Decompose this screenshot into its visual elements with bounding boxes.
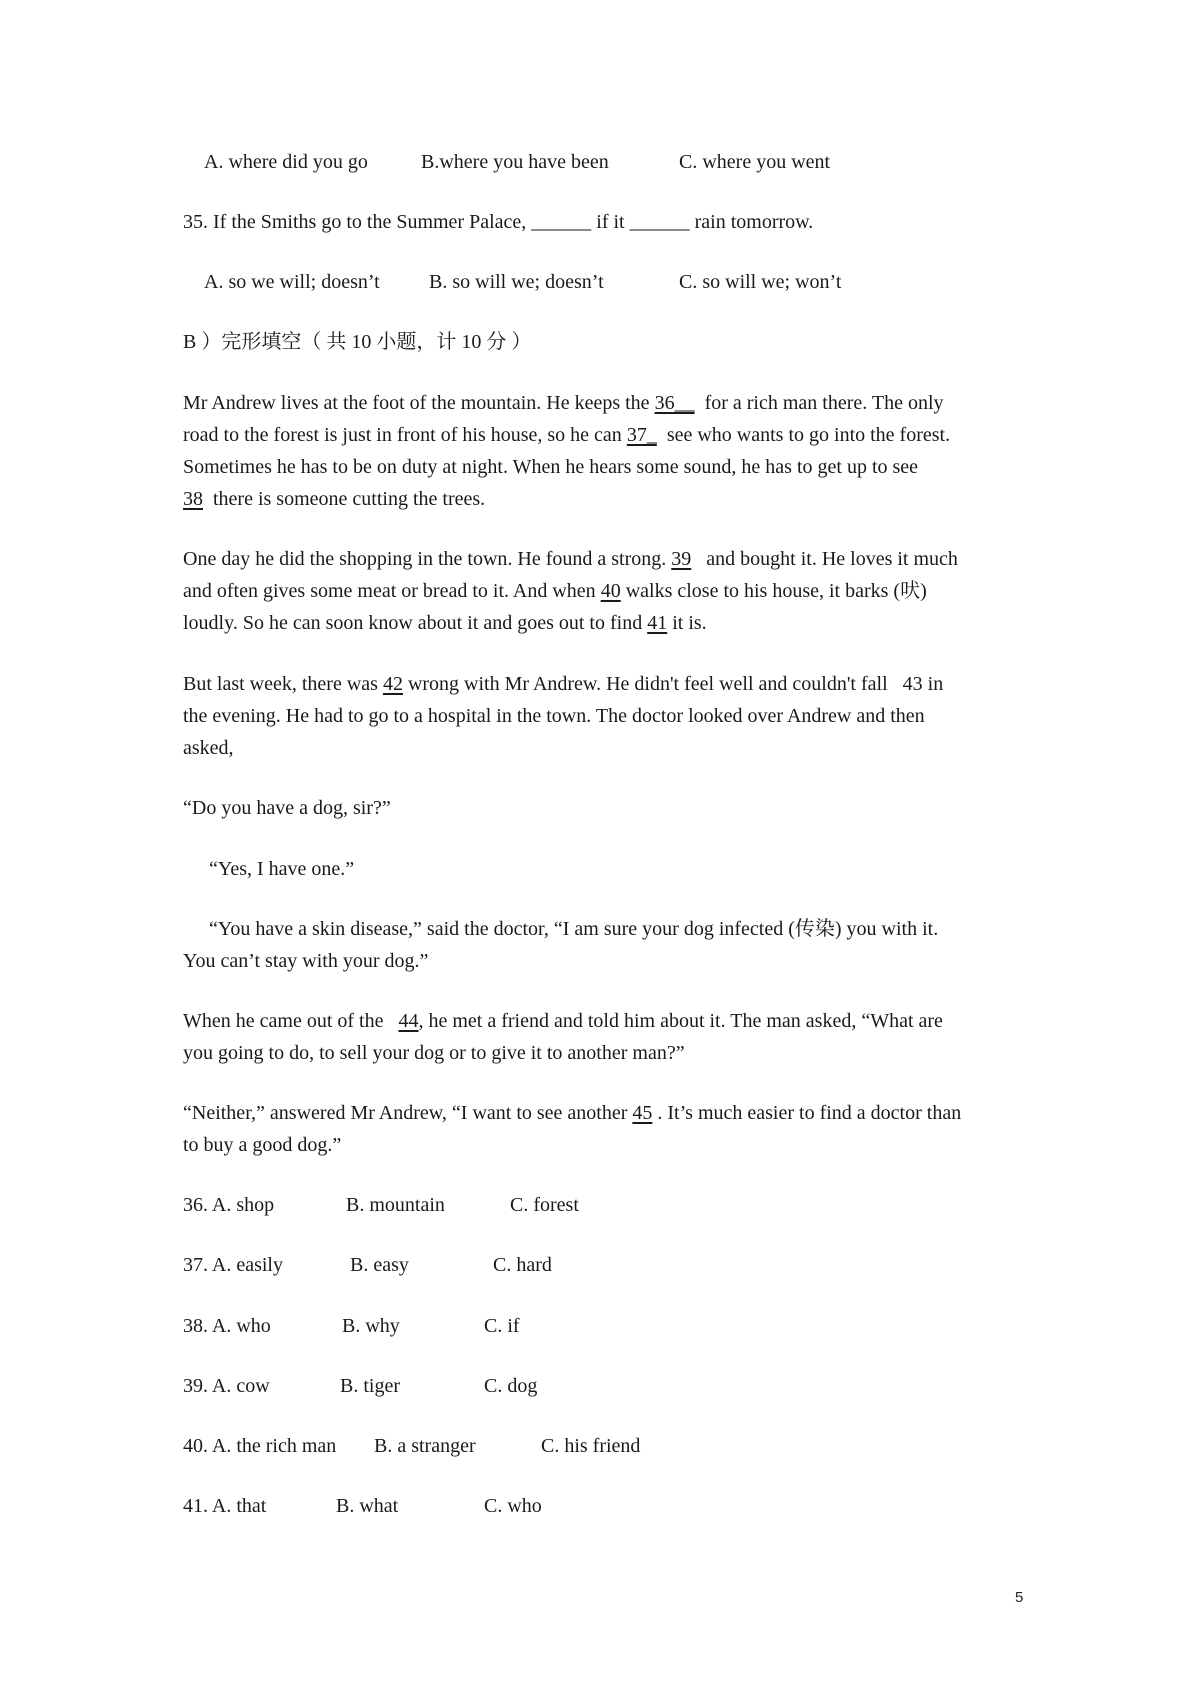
blank-36: 36__ xyxy=(654,392,695,414)
blank-37: 37_ xyxy=(626,424,657,446)
dialogue-line-1: “Do you have a dog, sir?” xyxy=(183,797,391,819)
blank-45: 45 xyxy=(632,1102,653,1124)
q38-option-c: C. if xyxy=(484,1315,520,1337)
passage-p1-line1: Mr Andrew lives at the foot of the mountain. He keeps the 36__ for a rich man there. The only xyxy=(183,392,944,414)
q36-option-c: C. forest xyxy=(510,1194,579,1216)
passage-p5-line2: to buy a good dog.” xyxy=(183,1134,342,1156)
passage-p1-line2: road to the forest is just in front of his house, so he can 37_ see who wants to go into the forest. xyxy=(183,424,951,446)
q39-option-b: B. tiger xyxy=(340,1375,400,1397)
q37-option-a: 37. A. easily xyxy=(183,1254,283,1276)
blank-42: 42 xyxy=(382,673,403,695)
blank-41: 41 xyxy=(647,612,668,634)
blank-38: 38 xyxy=(183,488,203,510)
passage-p3-line3: asked, xyxy=(183,737,234,759)
q41-option-a: 41. A. that xyxy=(183,1495,267,1517)
q40-option-b: B. a stranger xyxy=(374,1435,476,1457)
q38-option-b: B. why xyxy=(342,1315,400,1337)
passage-p3-line1: But last week, there was 42 wrong with Mr Andrew. He didn't feel well and couldn't fall 43 in xyxy=(183,673,944,695)
blank-40: 40 xyxy=(600,580,621,602)
section-b-title: B ）完形填空（ 共 10 小题，计 10 分 ） xyxy=(183,331,532,353)
q40-option-c: C. his friend xyxy=(541,1435,641,1457)
q41-option-b: B. what xyxy=(336,1495,399,1517)
q34-option-b: B.where you have been xyxy=(421,151,609,173)
passage-p2-line1: One day he did the shopping in the town. He found a strong. 39 and bought it. He loves it much xyxy=(183,548,958,570)
page-number: 5 xyxy=(1015,1589,1024,1606)
q39-option-c: C. dog xyxy=(484,1375,538,1397)
blank-44: 44 xyxy=(398,1010,419,1032)
q37-option-c: C. hard xyxy=(493,1254,552,1276)
q38-option-a: 38. A. who xyxy=(183,1315,271,1337)
q36-option-a: 36. A. shop xyxy=(183,1194,275,1216)
q35-option-c: C. so will we; won’t xyxy=(679,271,842,293)
q35-option-a: A. so we will; doesn’t xyxy=(204,271,380,293)
passage-p2-line2: and often gives some meat or bread to it. And when 40 walks close to his house, it barks (吠) xyxy=(183,580,927,602)
dialogue-line-3b: You can’t stay with your dog.” xyxy=(183,950,429,972)
passage-p1-line4: 38 there is someone cutting the trees. xyxy=(183,488,486,510)
passage-p3-line2: the evening. He had to go to a hospital in the town. The doctor looked over Andrew and then xyxy=(183,705,925,727)
passage-p4-line2: you going to do, to sell your dog or to give it to another man?” xyxy=(183,1042,685,1064)
passage-p5-line1: “Neither,” answered Mr Andrew, “I want to see another 45 . It’s much easier to find a doctor than xyxy=(183,1102,962,1124)
q34-option-c: C. where you went xyxy=(679,151,831,173)
q39-option-a: 39. A. cow xyxy=(183,1375,270,1397)
q37-option-b: B. easy xyxy=(350,1254,409,1276)
dialogue-line-2: “Yes, I have one.” xyxy=(209,858,355,880)
blank-39: 39 xyxy=(671,548,692,570)
passage-p2-line3: loudly. So he can soon know about it and goes out to find 41 it is. xyxy=(183,612,707,634)
q35-stem: 35. If the Smiths go to the Summer Palace, ______ if it ______ rain tomorrow. xyxy=(183,211,814,233)
q41-option-c: C. who xyxy=(484,1495,542,1517)
q40-option-a: 40. A. the rich man xyxy=(183,1435,337,1457)
q36-option-b: B. mountain xyxy=(346,1194,445,1216)
q34-option-a: A. where did you go xyxy=(204,151,368,173)
q35-option-b: B. so will we; doesn’t xyxy=(429,271,604,293)
dialogue-line-3a: “You have a skin disease,” said the doctor, “I am sure your dog infected (传染) you with it. xyxy=(209,918,939,940)
passage-p4-line1: When he came out of the 44, he met a friend and told him about it. The man asked, “What are xyxy=(183,1010,943,1032)
passage-p1-line3: Sometimes he has to be on duty at night. When he hears some sound, he has to get up to see xyxy=(183,456,919,478)
